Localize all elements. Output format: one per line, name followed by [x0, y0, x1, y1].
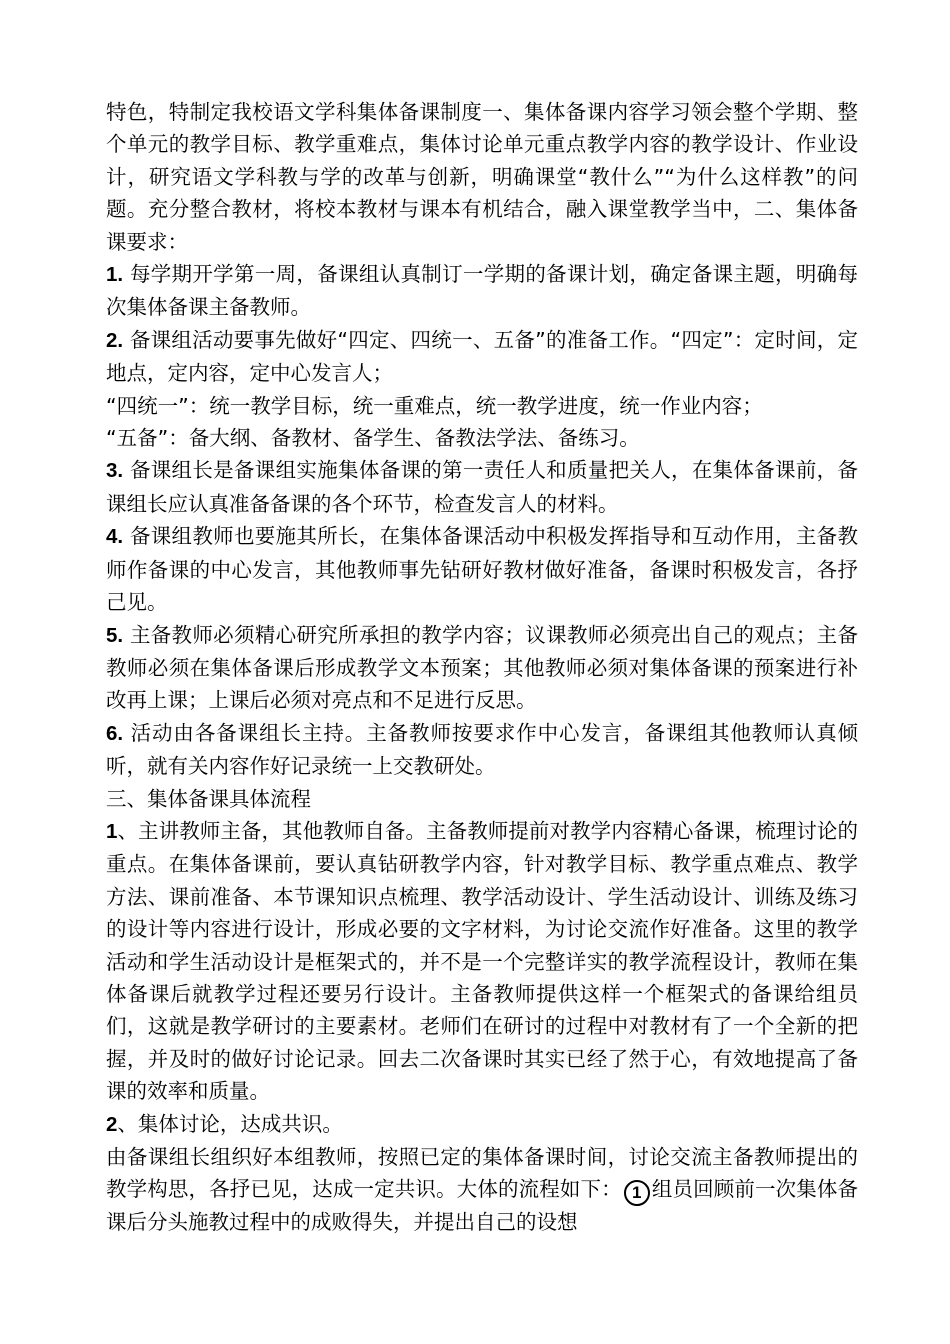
item-text: 备课组长是备课组实施集体备课的第一责任人和质量把关人，在集体备课前，备课组长应认真准备备课的各个环节，检查发言人的材料。	[106, 458, 858, 516]
discussion-text-before: 由备课组长组织好本组教师，按照已定的集体备课时间，讨论交流主备教师提出的教学构思，各抒已见，达成一定共识。大体的流程如下：	[106, 1145, 858, 1202]
requirement-item-3	[106, 454, 858, 520]
requirement-item-1	[106, 258, 858, 324]
discussion-text-after: 组员回顾前一次集体备课后分头施教过程中的成败得失，并提出自己的设想	[106, 1177, 859, 1235]
sitong-line: “四统一”：统一教学目标，统一重难点，统一教学进度，统一作业内容；	[106, 393, 763, 418]
item-text: 备课组活动要事先做好“四定、四统一、五备”的准备工作。“四定”：定时间，定地点，定内容，定中心发言人；	[106, 327, 858, 386]
item-number: 1.	[106, 263, 124, 287]
item-text: 主备教师必须精心研究所承担的教学内容；议课教师必须亮出自己的观点；主备教师必须在集体备课后形成教学文本预案；其他教师必须对集体备课的预案进行补改再上课；上课后必须对亮点和不足进行反思。	[106, 622, 858, 713]
requirement-item-6	[106, 717, 858, 783]
process-step-1	[106, 815, 858, 1108]
circled-number-marker: 1	[624, 1180, 650, 1206]
discussion-paragraph	[106, 1141, 858, 1239]
requirement-item-4	[106, 520, 858, 618]
step-text: 、主讲教师主备，其他教师自备。主备教师提前对教学内容精心备课，梳理讨论的重点。在集体备课前，要认真钻研教学内容，针对教学目标、教学重点难点、教学方法、课前准备、本节课知识点梳理、教学活动设计、学生活动设计、训练及练习的设计等内容进行设计，形成必要的文字材料，为讨论交流作好准备。这里的教学活动和学生活动设计是框架式的，并不是一个完整详实的教学流程设计，教师在集体备课后就教学过程还要另行设计。主备教师提供这样一个框架式的备课给组员们，这就是教学研讨的主要素材。老师们在研讨的过程中对教材有了一个全新的把握，并及时的做好讨论记录。回去二次备课时其实已经了然于心，有效地提高了备课的效率和质量。	[106, 818, 858, 1104]
item-text: 备课组教师也要施其所长，在集体备课活动中积极发挥指导和互动作用，主备教师作备课的中心发言，其他教师事先钻研好教材做好准备，备课时积极发言，各抒己见。	[106, 524, 858, 615]
wubei-line: “五备”：备大纲、备教材、备学生、备教法学法、备练习。	[106, 426, 640, 451]
item-text: 每学期开学第一周，备课组认真制订一学期的备课计划，确定备课主题，明确每次集体备课主备教师。	[106, 262, 858, 320]
item-text: 活动由各备课组长主持。主备教师按要求作中心发言，备课组其他教师认真倾听，就有关内容作好记录统一上交教研处。	[106, 720, 858, 779]
intro-paragraph: 特色，特制定我校语文学科集体备课制度一、集体备课内容学习领会整个学期、整个单元的教学目标、教学重难点，集体讨论单元重点教学内容的教学设计、作业设计，研究语文学科教与学的改革与创新，明确课堂“教什么”“为什么这样教”的问题。充分整合教材，将校本教材与课本有机结合，融入课堂教学当中，二、集体备课要求：	[106, 100, 858, 254]
requirement-item-2	[106, 324, 858, 390]
item-number: 5.	[106, 623, 124, 647]
item-number: 3.	[106, 459, 124, 483]
item-number: 6.	[106, 721, 124, 745]
step-number: 2	[106, 1112, 118, 1136]
step-text: 、集体讨论，达成共识。	[117, 1111, 343, 1136]
document-page	[106, 96, 858, 1239]
item-number: 2.	[106, 328, 124, 352]
step-number: 1	[106, 819, 118, 843]
item-number: 4.	[106, 525, 124, 549]
process-step-2	[106, 1108, 858, 1141]
section-3-heading: 三、集体备课具体流程	[106, 786, 311, 811]
requirement-item-5	[106, 619, 858, 717]
